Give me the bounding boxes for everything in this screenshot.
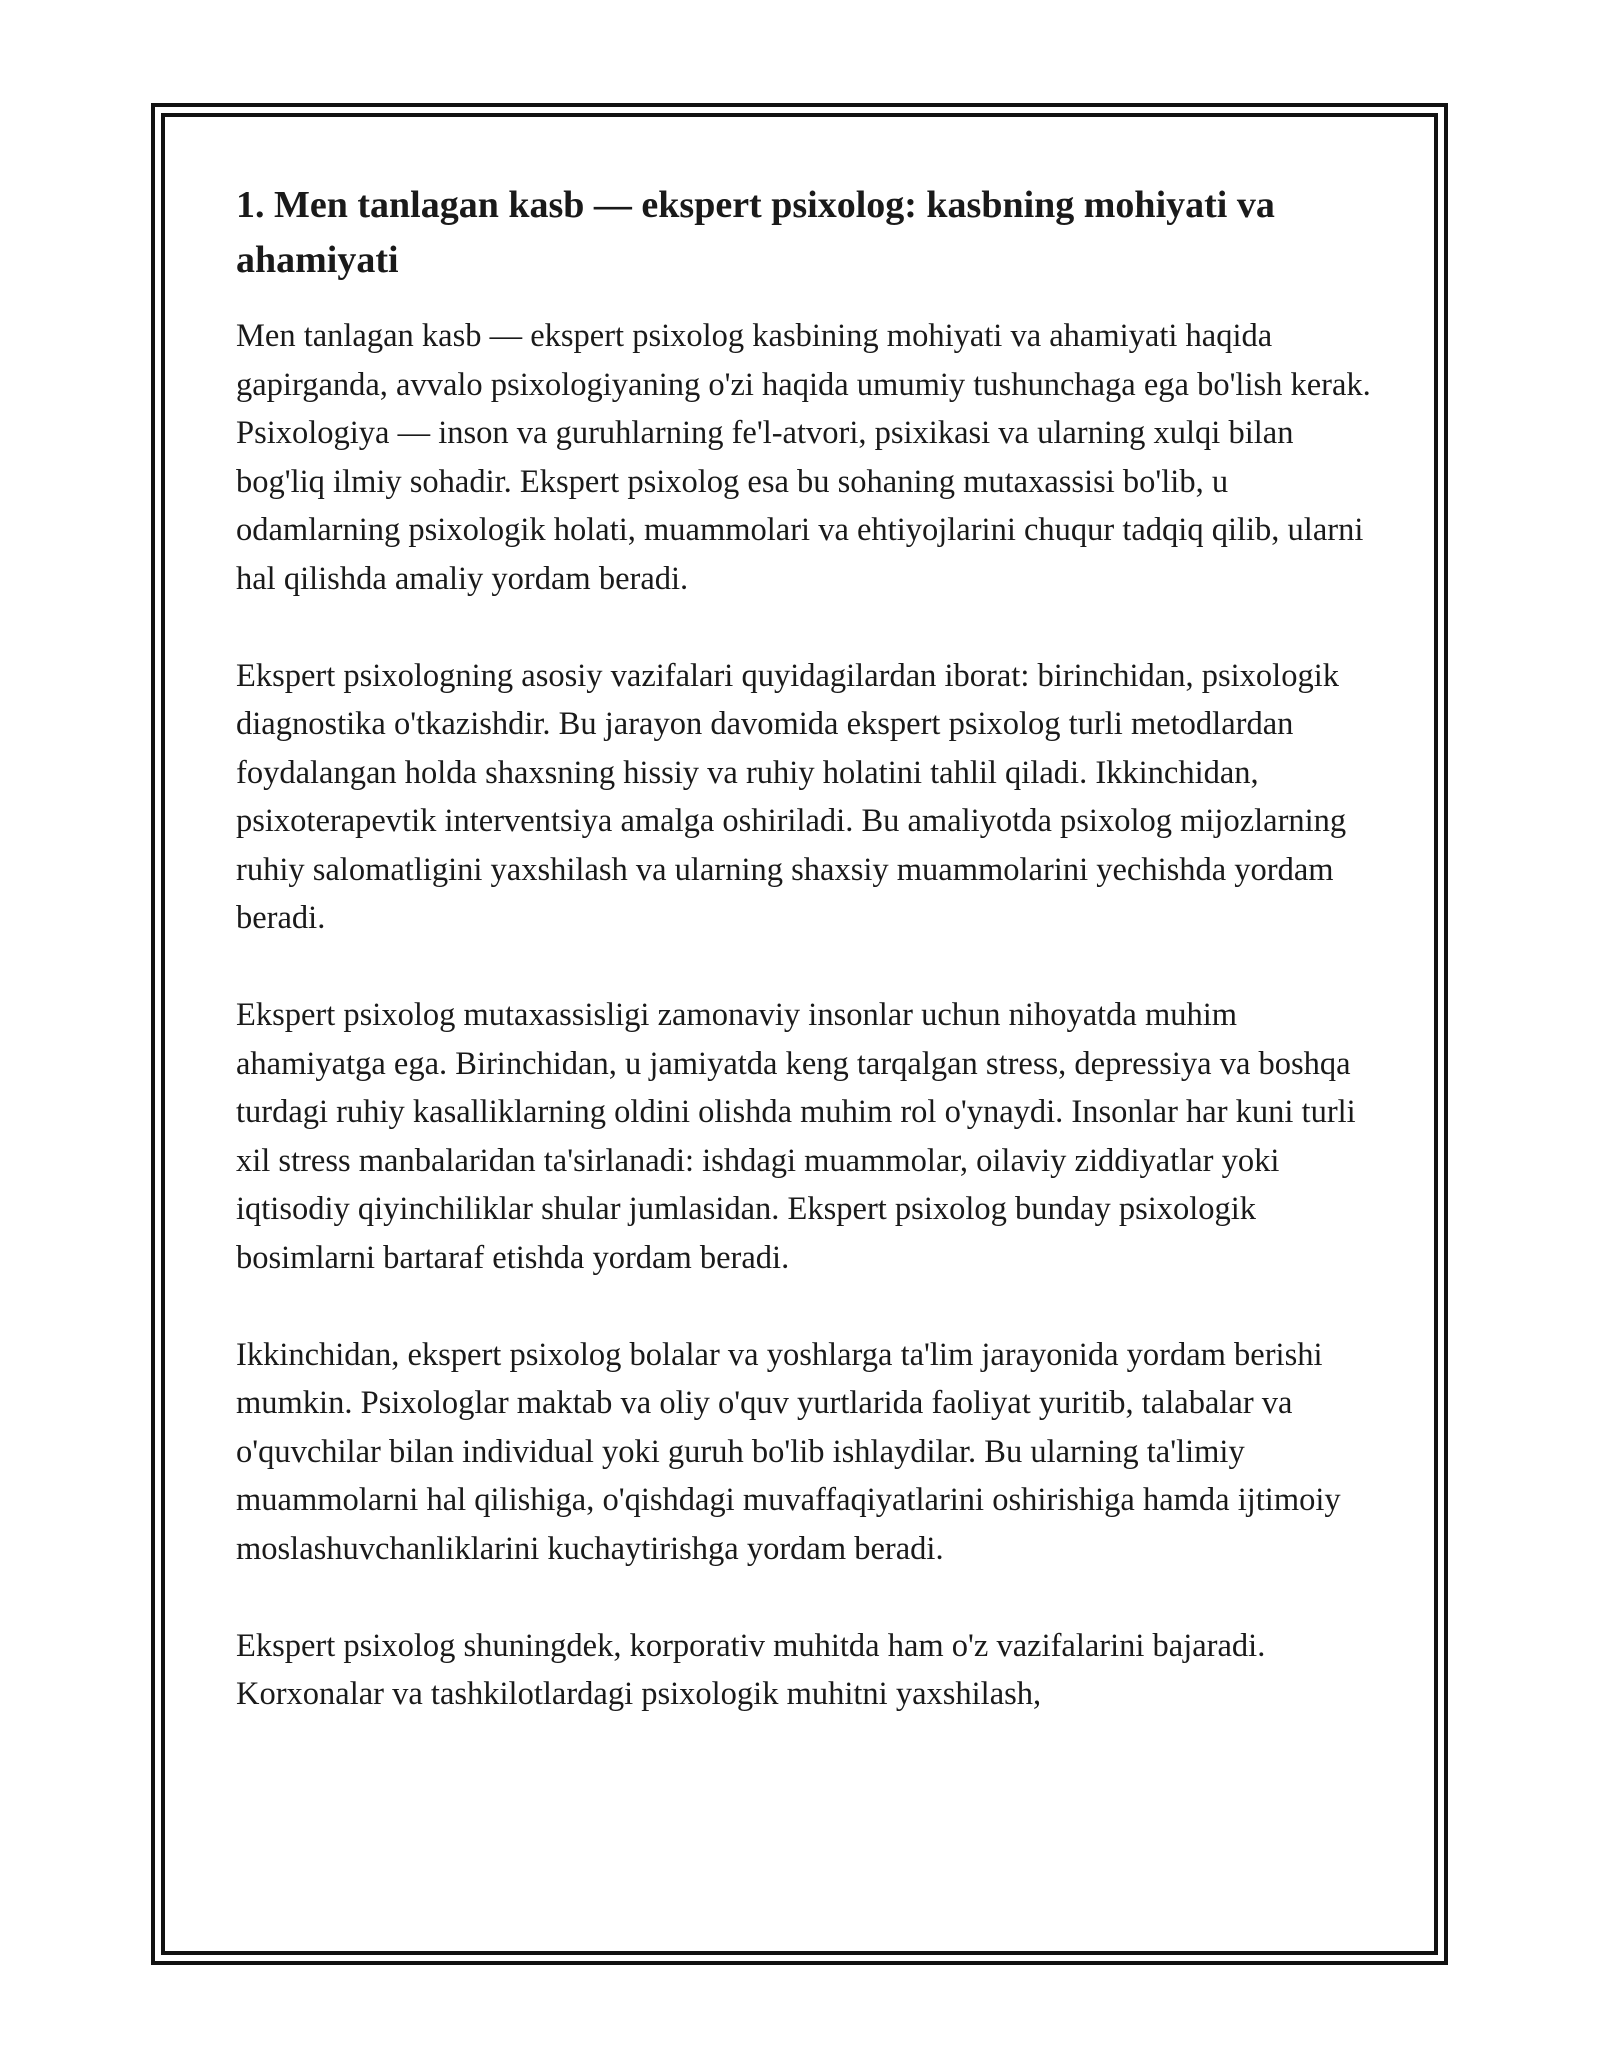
- paragraph-1: Men tanlagan kasb — ekspert psixolog kasbining mohiyati va ahamiyati haqida gapirganda, avvalo psixologiyaning o'zi haqida umumiy tushunchaga ega bo'lish kerak. Psixologiya — inson va guruhlarning fe'l-atvori, psixikasi va ularning xulqi bilan bog'liq ilmiy sohadir. Ekspert psixolog esa bu sohaning mutaxassisi bo'lib, u odamlarning psixologik holati, muammolari va ehtiyojlarini chuqur tadqiq qilib, ularni hal qilishda amaliy yordam beradi.: [236, 318, 1371, 597]
- document-body: [236, 178, 1376, 1767]
- paragraph-3: Ekspert psixolog mutaxassisligi zamonaviy insonlar uchun nihoyatda muhim ahamiyatga ega. Birinchidan, u jamiyatda keng tarqalgan stress, depressiya va boshqa turdagi ruhiy kasalliklarning oldini olishda muhim rol o'ynaydi. Insonlar har kuni turli xil stress manbalaridan ta'sirlanadi: ishdagi muammolar, oilaviy ziddiyatlar yoki iqtisodiy qiyinchiliklar shular jumlasidan. Ekspert psixolog bunday psixologik bosimlarni bartaraf etishda yordam beradi.: [236, 997, 1356, 1276]
- paragraph-5: Ekspert psixolog shuningdek, korporativ muhitda ham o'z vazifalarini bajaradi. Korxonalar va tashkilotlardagi psixologik muhitni yaxshilash,: [236, 1627, 1266, 1712]
- paragraph-4: Ikkinchidan, ekspert psixolog bolalar va yoshlarga ta'lim jarayonida yordam berishi mumkin. Psixologlar maktab va oliy o'quv yurtlarida faoliyat yuritib, talabalar va o'quvchilar bilan individual yoki guruh bo'lib ishlaydilar. Bu ularning ta'limiy muammolarni hal qilishiga, o'qishdagi muvaffaqiyatlarini oshirishiga hamda ijtimoiy moslashuvchanliklarini kuchaytirishga yordam beradi.: [236, 1336, 1341, 1567]
- paragraph-2: Ekspert psixologning asosiy vazifalari quyidagilardan iborat: birinchidan, psixologik diagnostika o'tkazishdir. Bu jarayon davomida ekspert psixolog turli metodlardan foydalangan holda shaxsning hissiy va ruhiy holatini tahlil qiladi. Ikkinchidan, psixoterapevtik interventsiya amalga oshiriladi. Bu amaliyotda psixolog mijozlarning ruhiy salomatligini yaxshilash va ularning shaxsiy muammolarini yechishda yordam beradi.: [236, 657, 1347, 936]
- section-heading: 1. Men tanlagan kasb — ekspert psixolog: kasbning mohiyati va ahamiyati: [236, 184, 1275, 281]
